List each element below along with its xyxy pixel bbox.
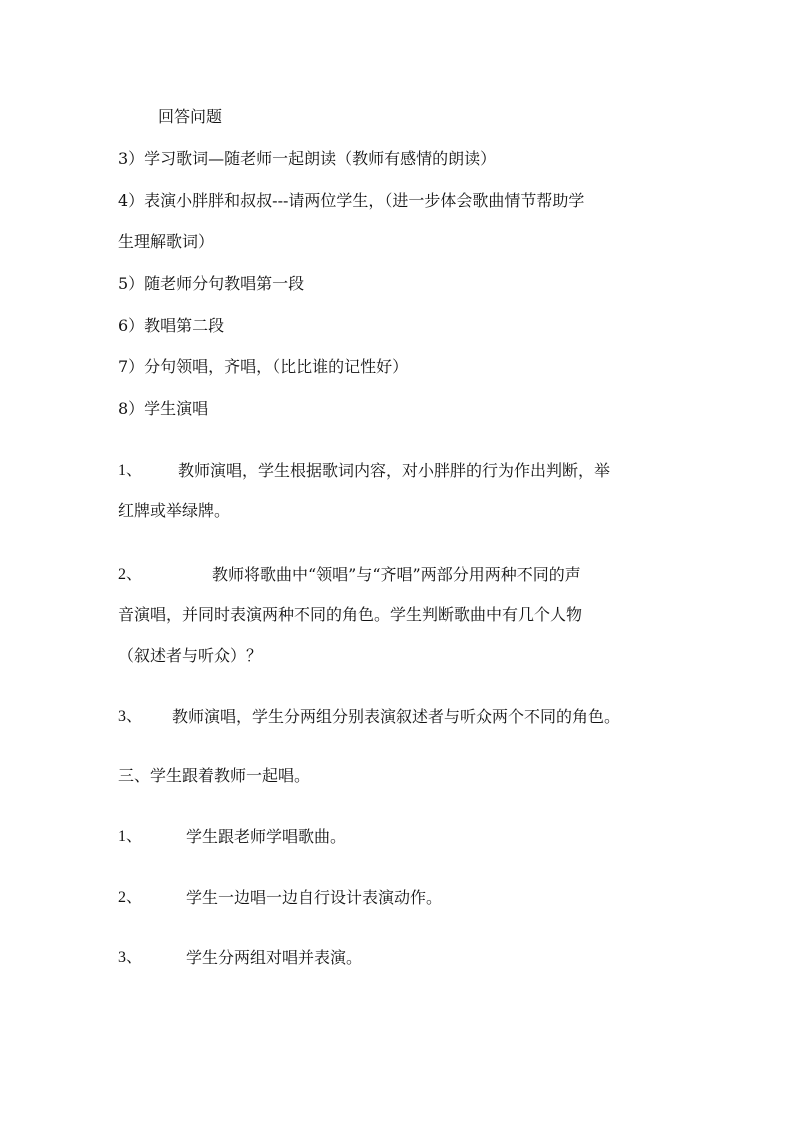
list1-item-3-line1: 教师演唱，学生分两组分别表演叙述者与听众两个不同的角色。: [172, 707, 621, 726]
list1-item-2-line1: 教师将歌曲中“领唱”与“齐唱”两部分用两种不同的声: [212, 565, 581, 584]
list2-item-1-text: 学生跟老师学唱歌曲。: [186, 827, 347, 846]
section-3-heading: 三、学生跟着教师一起唱。: [118, 766, 311, 785]
list1-item-1-number: 1、: [118, 462, 143, 479]
answer-questions-text: 回答问题: [158, 107, 223, 126]
list2-item-3-text: 学生分两组对唱并表演。: [186, 948, 363, 967]
list1-item-2-line3: （叙述者与听众）？: [118, 646, 263, 665]
list1-item-2-number: 2、: [118, 566, 143, 583]
step-6-text: 6）教唱第二段: [118, 316, 225, 335]
step-7-text: 7）分句领唱，齐唱，（比比谁的记性好）: [118, 357, 409, 376]
list1-item-3-number: 3、: [118, 708, 143, 725]
list1-item-2-line2: 音演唱，并同时表演两种不同的角色。学生判断歌曲中有几个人物: [118, 605, 583, 624]
step-4-text-line2: 生理解歌词）: [118, 232, 215, 251]
step-3-text: 3）学习歌词—随老师一起朗读（教师有感情的朗读）: [118, 149, 497, 168]
step-5-text: 5）随老师分句教唱第一段: [118, 274, 305, 293]
step-8-text: 8）学生演唱: [118, 399, 209, 418]
list2-item-3-number: 3、: [118, 949, 143, 966]
list2-item-2-text: 学生一边唱一边自行设计表演动作。: [186, 888, 443, 907]
list2-item-2-number: 2、: [118, 889, 143, 906]
list1-item-1-line2: 红牌或举绿牌。: [118, 501, 231, 520]
list1-item-1-line1: 教师演唱，学生根据歌词内容，对小胖胖的行为作出判断，举: [178, 461, 611, 480]
step-4-text-line1: 4）表演小胖胖和叔叔---请两位学生，（进一步体会歌曲情节帮助学: [118, 191, 585, 210]
list2-item-1-number: 1、: [118, 828, 143, 845]
